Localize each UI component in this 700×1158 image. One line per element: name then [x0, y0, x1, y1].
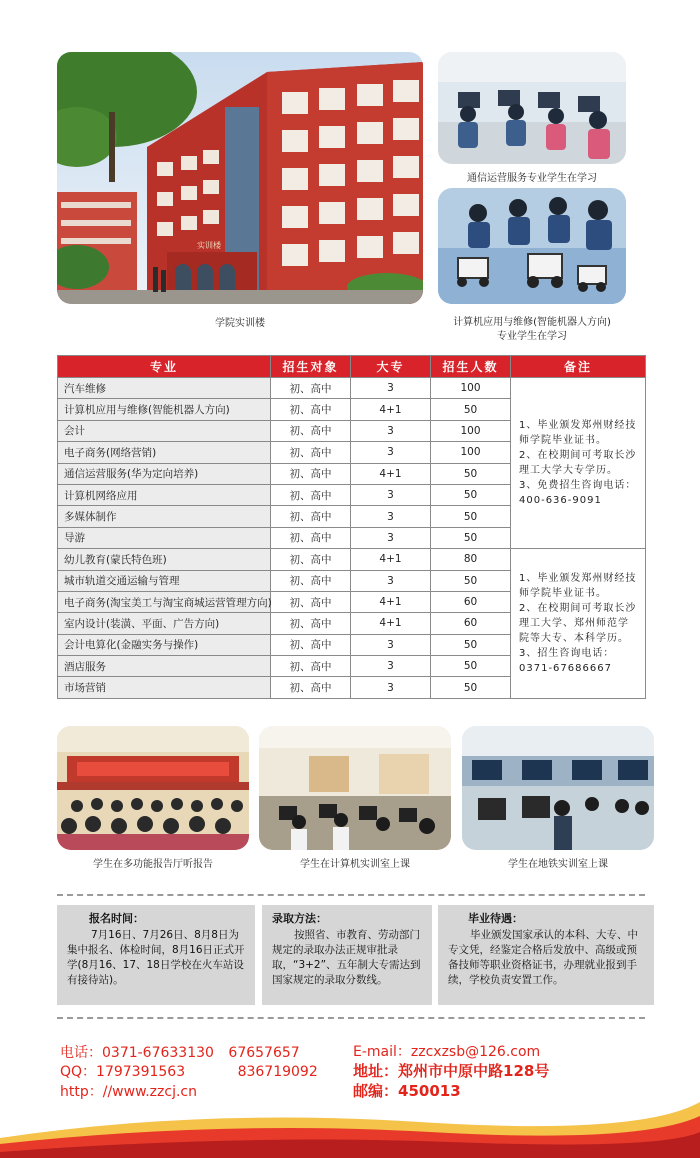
quota-cell: 50	[431, 463, 511, 484]
major-cell: 会计电算化(金融实务与操作)	[58, 634, 271, 655]
major-cell: 城市轨道交通运输与管理	[58, 570, 271, 591]
address-label: 地址：	[353, 1062, 399, 1080]
phone-line	[60, 1042, 300, 1062]
admit-title: 录取方法：	[272, 912, 327, 925]
table-row	[58, 378, 646, 399]
target-cell: 初、高中	[271, 549, 351, 570]
grad-text: 毕业颁发国家承认的本科、大专、中专文凭，经鉴定合格后发放中、高级或预备技师等职业资格证书，办理就业报到手续，学校负责安置工作。	[448, 929, 638, 986]
phone-label: 电话：	[60, 1045, 102, 1061]
grad-title: 毕业待遇：	[468, 912, 523, 925]
mid-right-caption-1: 计算机应用与维修(智能机器人方向)	[453, 317, 611, 328]
college-cell: 3	[351, 378, 431, 399]
notes-cell-group-1	[511, 378, 646, 549]
quota-cell: 100	[431, 442, 511, 463]
college-cell: 3	[351, 677, 431, 699]
target-cell: 初、高中	[271, 634, 351, 655]
target-cell: 初、高中	[271, 677, 351, 699]
target-cell: 初、高中	[271, 591, 351, 612]
bottom-caption-1: 学生在多功能报告厅听报告	[93, 859, 213, 870]
graduation-benefit-box	[438, 905, 654, 1005]
note-line: 2、在校期间可考取长沙理工大学、郑州师范学院等大专、本科学历。	[519, 603, 637, 645]
quota-cell: 100	[431, 378, 511, 399]
zip-code: 450013	[398, 1082, 461, 1100]
computer-lab-photo	[259, 726, 451, 850]
bottom-dashed-divider	[57, 1017, 645, 1019]
target-cell: 初、高中	[271, 506, 351, 527]
quota-cell: 60	[431, 591, 511, 612]
bottom-caption-3: 学生在地铁实训室上课	[508, 859, 608, 870]
enroll-text: 7月16日、7月26日、8月8日为集中报名、体检时间，8月16日正式开学(8月16、17、18日学校在火车站设有接待站)。	[67, 929, 245, 986]
bottom-caption-2: 学生在计算机实训室上课	[300, 859, 410, 870]
major-cell: 酒店服务	[58, 656, 271, 677]
major-cell: 汽车维修	[58, 378, 271, 399]
lecture-hall-photo	[57, 726, 249, 850]
header-notes: 备注	[511, 356, 646, 378]
header-quota: 招生人数	[431, 356, 511, 378]
college-cell: 3	[351, 656, 431, 677]
major-cell: 市场营销	[58, 677, 271, 699]
majors-table	[57, 355, 646, 699]
building-sign: 实训楼	[197, 241, 221, 250]
target-cell: 初、高中	[271, 527, 351, 548]
major-cell: 幼儿教育(蒙氏特色班)	[58, 549, 271, 570]
college-cell: 4+1	[351, 591, 431, 612]
college-cell: 4+1	[351, 399, 431, 420]
college-cell: 3	[351, 484, 431, 505]
notes-cell-group-2	[511, 549, 646, 699]
quota-cell: 50	[431, 677, 511, 699]
admit-text: 按照省、市教育、劳动部门规定的录取办法正规审批录取，“3+2”、五年制大专需达到国家规定的录取分数线。	[272, 929, 421, 986]
table-row	[58, 549, 646, 570]
email-line	[353, 1041, 540, 1061]
target-cell: 初、高中	[271, 463, 351, 484]
major-cell: 通信运营服务(华为定向培养)	[58, 463, 271, 484]
major-cell: 电子商务(淘宝美工与淘宝商城运营管理方向)	[58, 591, 271, 612]
major-cell: 计算机网络应用	[58, 484, 271, 505]
quota-cell: 60	[431, 613, 511, 634]
college-cell: 3	[351, 442, 431, 463]
admission-method-box	[262, 905, 432, 1005]
qq-line	[60, 1061, 318, 1081]
phone-number-1[interactable]: 0371-67633130	[102, 1045, 214, 1061]
major-cell: 导游	[58, 527, 271, 548]
header-college: 大专	[351, 356, 431, 378]
quota-cell: 50	[431, 399, 511, 420]
note-line: 1、毕业颁发郑州财经技师学院毕业证书。	[519, 573, 637, 600]
note-line: 3、免费招生咨询电话：400-636-9091	[519, 480, 637, 507]
subway-lab-photo	[462, 726, 654, 850]
quota-cell: 50	[431, 656, 511, 677]
major-cell: 会计	[58, 420, 271, 441]
quota-cell: 50	[431, 506, 511, 527]
qq-number-1[interactable]: 1797391563	[96, 1064, 186, 1080]
college-cell: 3	[351, 570, 431, 591]
qq-number-2[interactable]: 836719092	[237, 1064, 318, 1080]
target-cell: 初、高中	[271, 378, 351, 399]
college-cell: 4+1	[351, 613, 431, 634]
email-address[interactable]: zzcxzsb@126.com	[410, 1044, 541, 1060]
target-cell: 初、高中	[271, 656, 351, 677]
major-cell: 室内设计(装潢、平面、广告方向)	[58, 613, 271, 634]
major-cell: 计算机应用与维修(智能机器人方向)	[58, 399, 271, 420]
main-photo-caption: 学院实训楼	[215, 318, 265, 329]
quota-cell: 50	[431, 570, 511, 591]
header-target: 招生对象	[271, 356, 351, 378]
target-cell: 初、高中	[271, 484, 351, 505]
top-dashed-divider	[57, 894, 645, 896]
target-cell: 初、高中	[271, 420, 351, 441]
communications-class-photo	[438, 52, 626, 164]
target-cell: 初、高中	[271, 399, 351, 420]
note-line: 1、毕业颁发郑州财经技师学院毕业证书。	[519, 420, 637, 447]
mid-right-caption-2: 专业学生在学习	[497, 331, 567, 342]
note-line: 3、招生咨询电话：0371-67686667	[519, 648, 615, 675]
robot-class-photo	[438, 188, 626, 304]
college-cell: 4+1	[351, 549, 431, 570]
training-building-photo	[57, 52, 423, 304]
bottom-wave-decoration	[0, 1098, 700, 1158]
target-cell: 初、高中	[271, 442, 351, 463]
quota-cell: 50	[431, 484, 511, 505]
top-right-caption: 通信运营服务专业学生在学习	[467, 173, 597, 184]
college-cell: 4+1	[351, 463, 431, 484]
quota-cell: 50	[431, 527, 511, 548]
enroll-title: 报名时间：	[89, 912, 144, 925]
email-label: E-mail：	[353, 1044, 411, 1060]
college-cell: 3	[351, 420, 431, 441]
header-major: 专业	[58, 356, 271, 378]
enroll-time-box	[57, 905, 255, 1005]
zip-label: 邮编：	[353, 1082, 399, 1100]
address-text: 郑州市中原中路128号	[398, 1062, 550, 1080]
quota-cell: 50	[431, 634, 511, 655]
target-cell: 初、高中	[271, 613, 351, 634]
table-header-row	[58, 356, 646, 378]
website-link[interactable]: http：//www.zzcj.cn	[60, 1084, 197, 1100]
target-cell: 初、高中	[271, 570, 351, 591]
college-cell: 3	[351, 527, 431, 548]
note-line: 2、在校期间可考取长沙理工大学大专学历。	[519, 450, 637, 477]
quota-cell: 100	[431, 420, 511, 441]
college-cell: 3	[351, 506, 431, 527]
major-cell: 电子商务(网络营销)	[58, 442, 271, 463]
phone-number-2[interactable]: 67657657	[228, 1045, 300, 1061]
quota-cell: 80	[431, 549, 511, 570]
college-cell: 3	[351, 634, 431, 655]
address-line	[353, 1060, 549, 1081]
qq-label: QQ：	[60, 1064, 97, 1080]
major-cell: 多媒体制作	[58, 506, 271, 527]
